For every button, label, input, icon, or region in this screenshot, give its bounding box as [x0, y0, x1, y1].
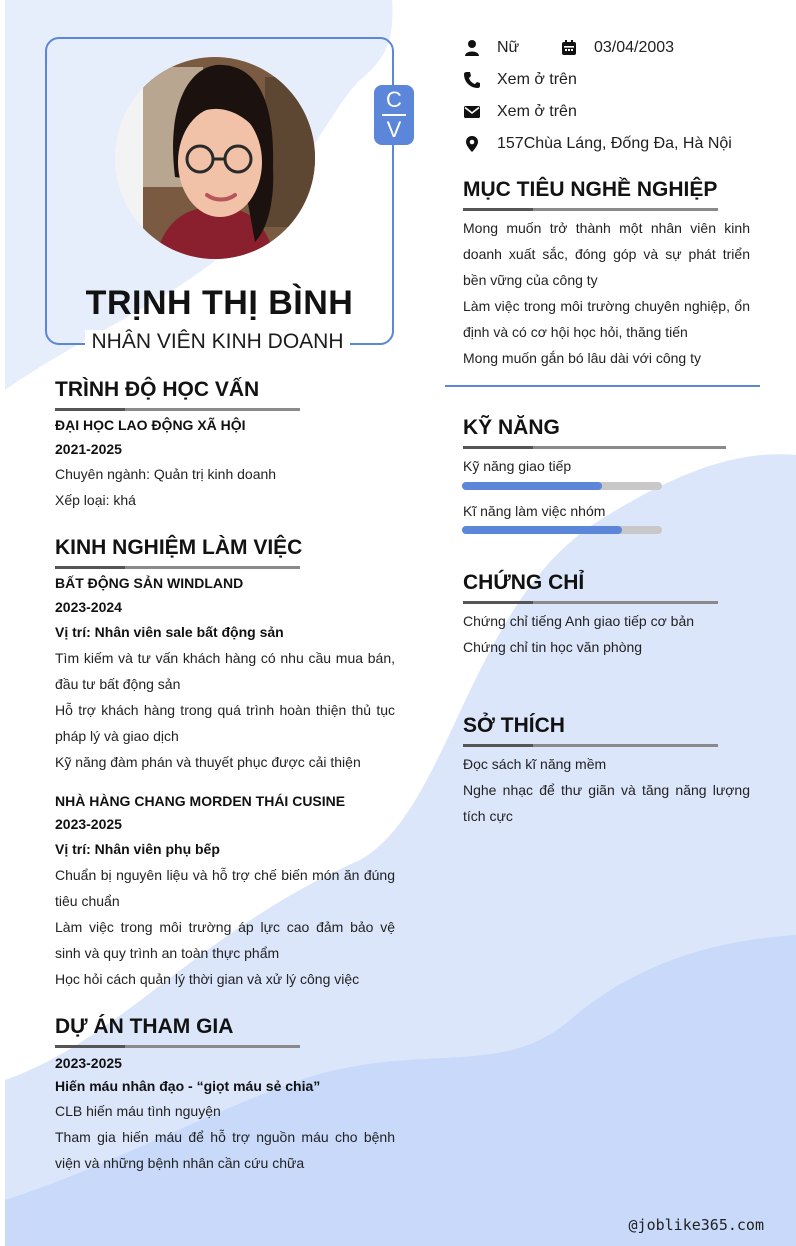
- skill-bar: [462, 482, 662, 490]
- contact-address: [463, 134, 763, 154]
- objective-section: [463, 178, 718, 202]
- mail-icon: [463, 103, 481, 121]
- projects-section: [55, 1015, 300, 1039]
- contact-email: [463, 102, 663, 122]
- job-position: Vị trí: Nhân viên phụ bếp: [55, 841, 220, 857]
- education-title: TRÌNH ĐỘ HỌC VẤN: [55, 378, 260, 401]
- education-grade: Xếp loại: khá: [55, 492, 136, 508]
- job-detail: Kỹ năng đàm phán và thuyết phục được cải thiện: [55, 754, 361, 770]
- skills-title: KỸ NĂNG: [463, 416, 560, 439]
- project-detail: Tham gia hiến máu để hỗ trợ nguồn máu cho bệnh viện và những bệnh nhân cần cứu chữa: [55, 1129, 395, 1171]
- objective-item: Làm việc trong môi trường chuyên nghiệp, ổn định và có cơ hội học hỏi, thăng tiến: [463, 298, 750, 340]
- job-detail: Chuẩn bị nguyên liệu và hỗ trợ chế biến món ăn đúng tiêu chuẩn: [55, 867, 395, 909]
- hobbies-section: [463, 714, 718, 738]
- hobbies-rule: [463, 744, 718, 747]
- contact-gender: [463, 38, 563, 58]
- education-major: Chuyên ngành: Quản trị kinh doanh: [55, 466, 277, 482]
- location-icon: [463, 135, 481, 153]
- portrait-photo-illustration: [115, 57, 315, 259]
- job-company: BẤT ĐỘNG SẢN WINDLAND: [55, 575, 244, 591]
- objective-rule: [463, 208, 718, 211]
- education-school: ĐẠI HỌC LAO ĐỘNG XÃ HỘI: [55, 417, 246, 433]
- job-period: 2023-2024: [55, 599, 122, 615]
- experience-rule: [55, 566, 300, 569]
- watermark: @joblike365.com: [628, 1216, 764, 1234]
- project-name: Hiến máu nhân đạo - “giọt máu sẻ chia”: [55, 1078, 321, 1094]
- education-period: 2021-2025: [55, 441, 122, 457]
- certificates-title: CHỨNG CHỈ: [463, 571, 585, 594]
- skills-rule: [463, 446, 726, 449]
- objective-title: MỤC TIÊU NGHỀ NGHIỆP: [463, 178, 718, 201]
- gender-value: Nữ: [497, 39, 520, 56]
- objective-item: Mong muốn trở thành một nhân viên kinh doanh xuất sắc, đóng góp và sự phát triển bền vững của công ty: [463, 220, 750, 288]
- contact-birthday: [560, 38, 740, 58]
- skill-label: Kỹ năng giao tiếp: [463, 458, 572, 474]
- certificate-item: Chứng chỉ tin học văn phòng: [463, 639, 643, 655]
- skill-label: Kĩ năng làm việc nhóm: [463, 503, 606, 519]
- experience-title: KINH NGHIỆM LÀM VIỆC: [55, 536, 303, 559]
- divider: [445, 385, 760, 387]
- job-detail: Làm việc trong môi trường áp lực cao đảm bảo vệ sinh và quy trình an toàn thực phẩm: [55, 919, 395, 961]
- cv-badge-divider: [382, 114, 406, 116]
- skill-bar-fill: [462, 526, 622, 534]
- calendar-icon: [560, 39, 578, 57]
- education-rule: [55, 408, 300, 411]
- job-detail: Học hỏi cách quản lý thời gian và xử lý công việc: [55, 971, 360, 987]
- certificates-section: [463, 571, 718, 595]
- person-icon: [463, 39, 481, 57]
- certificate-item: Chứng chỉ tiếng Anh giao tiếp cơ bản: [463, 613, 695, 629]
- job-detail: Hỗ trợ khách hàng trong quá trình hoàn thiện thủ tục pháp lý và giao dịch: [55, 702, 395, 744]
- avatar: [115, 57, 315, 259]
- education-section: [55, 378, 300, 402]
- skills-section: [463, 416, 726, 440]
- cv-badge-bottom: V: [386, 117, 402, 142]
- email-value: Xem ở trên: [497, 103, 577, 120]
- skill-bar: [462, 526, 662, 534]
- cv-badge-top: C: [386, 87, 402, 112]
- certificates-rule: [463, 601, 718, 604]
- candidate-role: NHÂN VIÊN KINH DOANH: [85, 330, 350, 358]
- candidate-name: TRỊNH THỊ BÌNH: [85, 284, 354, 322]
- hobbies-title: SỞ THÍCH: [463, 714, 565, 737]
- projects-rule: [55, 1045, 300, 1048]
- phone-icon: [463, 71, 481, 89]
- job-position: Vị trí: Nhân viên sale bất động sản: [55, 624, 284, 640]
- phone-value: Xem ở trên: [497, 71, 577, 88]
- objective-item: Mong muốn gắn bó lâu dài với công ty: [463, 350, 701, 366]
- project-period: 2023-2025: [55, 1055, 122, 1071]
- projects-title: DỰ ÁN THAM GIA: [55, 1015, 234, 1038]
- project-org: CLB hiến máu tình nguyện: [55, 1103, 221, 1119]
- job-period: 2023-2025: [55, 816, 122, 832]
- birthday-value: 03/04/2003: [594, 39, 675, 56]
- skill-bar-fill: [462, 482, 602, 490]
- cv-badge: [374, 85, 414, 145]
- hobby-item: Đọc sách kĩ năng mềm: [463, 756, 607, 772]
- hobby-item: Nghe nhạc để thư giãn và tăng năng lượng tích cực: [463, 782, 750, 824]
- experience-section: [55, 536, 303, 560]
- contact-phone: [463, 70, 663, 90]
- job-detail: Tìm kiếm và tư vấn khách hàng có nhu cầu mua bán, đầu tư bất động sản: [55, 650, 395, 692]
- job-company: NHÀ HÀNG CHANG MORDEN THÁI CUSINE: [55, 793, 346, 809]
- address-value: 157Chùa Láng, Đống Đa, Hà Nội: [497, 135, 732, 152]
